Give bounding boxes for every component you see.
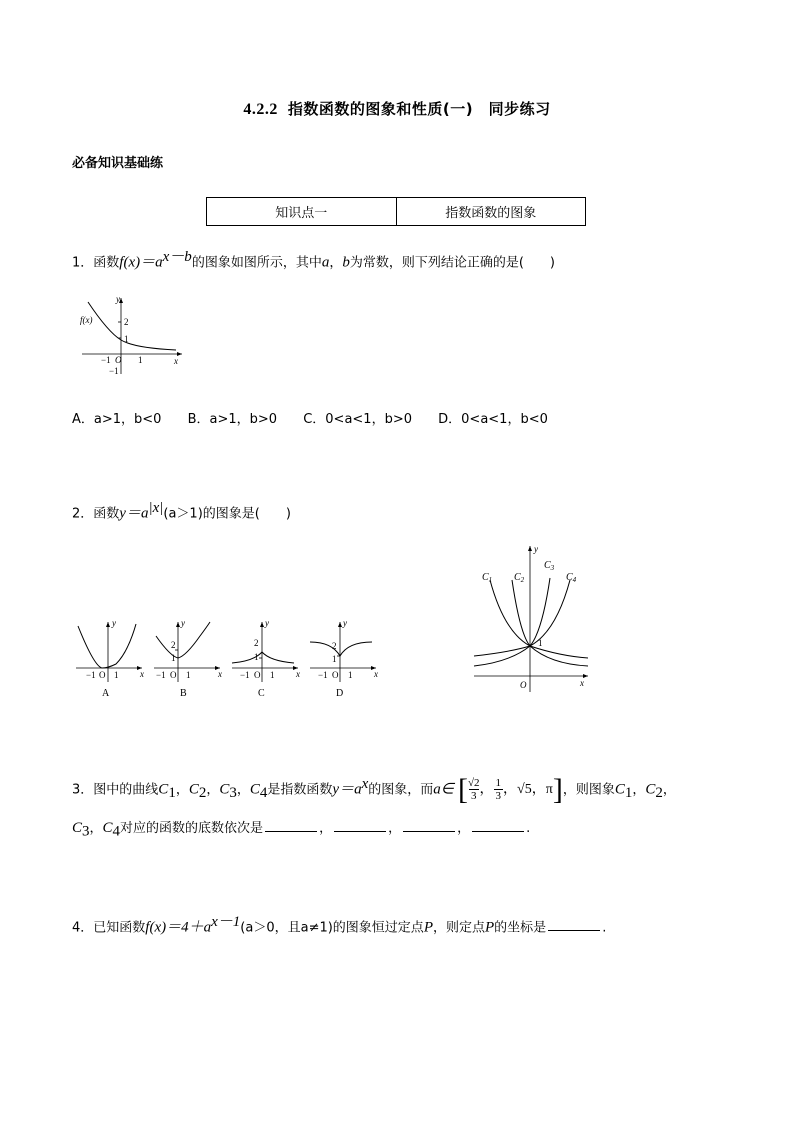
curve-c2 bbox=[512, 580, 588, 666]
q3-c3: C bbox=[219, 781, 230, 798]
q2-graph-a-label: A bbox=[102, 688, 110, 698]
q1-tick-neg1: −1 bbox=[101, 355, 111, 365]
title-text: 指数函数的图象和性质(一) 同步练习 bbox=[287, 100, 551, 118]
q3-blank-2[interactable] bbox=[334, 819, 386, 832]
big-c3-label: $C_3$ bbox=[544, 560, 555, 572]
q3-l2-s4: 4 bbox=[112, 823, 121, 840]
page-title bbox=[0, 98, 794, 119]
q1-tail: 为常数，则下列结论正确的是( ) bbox=[349, 255, 555, 271]
q1-post: 的图象如图所示，其中 bbox=[191, 255, 322, 271]
question-4 bbox=[72, 912, 606, 938]
q1-option-a[interactable]: A．a>1，b<0 bbox=[72, 412, 162, 427]
svg-text:1: 1 bbox=[186, 670, 191, 680]
q4-mid: ，则定点 bbox=[432, 920, 485, 936]
q1-option-c[interactable]: C．0<a<1，b>0 bbox=[303, 412, 412, 427]
q3-l2-s3: 3 bbox=[82, 823, 90, 840]
q3-l2-c4: C bbox=[102, 820, 113, 836]
q1-fx-label: f(x) bbox=[80, 315, 93, 325]
svg-text:x: x bbox=[374, 669, 378, 679]
q3-l2-sep: ， bbox=[89, 821, 103, 836]
q2-graph-b-label: B bbox=[180, 688, 187, 698]
question-3-line-2 bbox=[72, 818, 530, 842]
knowledge-point-topic: 指数函数的图象 bbox=[396, 198, 586, 225]
q4-pre: 已知函数 bbox=[93, 920, 146, 936]
svg-text:1: 1 bbox=[254, 652, 259, 662]
q3-post-sep1: ， bbox=[632, 782, 646, 798]
q1-x-label: x bbox=[174, 356, 178, 366]
svg-text:x: x bbox=[140, 669, 144, 679]
q1-b: b bbox=[342, 254, 350, 271]
q2-cond: (a＞1)的图象是( ) bbox=[163, 506, 291, 522]
q2-graph-d[interactable] bbox=[310, 618, 378, 698]
q1-origin: O bbox=[115, 355, 122, 365]
svg-text:O: O bbox=[99, 670, 106, 680]
q3-set: [ √2 3 ， $\frac{1}{3}$ ， √5 ， π ] bbox=[458, 772, 563, 806]
q2-graph-d-label: D bbox=[336, 688, 344, 698]
q3-post-s2: 2 bbox=[655, 784, 663, 801]
q4-p1: P bbox=[423, 919, 433, 936]
q3-index: 3． bbox=[72, 782, 94, 798]
q2-exponent: |x| bbox=[148, 500, 164, 516]
big-origin: O bbox=[520, 680, 527, 690]
q2-graph-a[interactable] bbox=[76, 618, 144, 698]
svg-text:1: 1 bbox=[171, 653, 176, 663]
q1-graph bbox=[78, 292, 188, 378]
q3-comma-1: ， bbox=[319, 821, 333, 836]
q4-fx: f(x)＝4＋a bbox=[145, 919, 212, 936]
q3-comma-2: ， bbox=[388, 821, 402, 836]
q3-l2-c3: C bbox=[72, 820, 83, 836]
q1-option-d[interactable]: D．0<a<1，b<0 bbox=[438, 412, 548, 427]
q3-post-sep2: ， bbox=[662, 782, 676, 798]
q1-index: 1． bbox=[72, 255, 94, 271]
svg-text:−1: −1 bbox=[240, 670, 250, 680]
q3-set-den: 3 bbox=[471, 790, 477, 803]
q3-line2-post: 对应的函数的底数依次是 bbox=[120, 821, 264, 836]
q3-s3: 3 bbox=[229, 784, 237, 801]
q2-graph-b[interactable] bbox=[154, 618, 222, 698]
big-one: 1 bbox=[538, 638, 543, 648]
q1-exponent: x－b bbox=[162, 249, 192, 265]
q3-comma-3: ， bbox=[457, 821, 471, 836]
q3-sep2: ， bbox=[206, 782, 220, 798]
q1-tick-2: 2 bbox=[124, 317, 129, 327]
big-c4-label: $C_4$ bbox=[566, 572, 577, 584]
q3-blank-1[interactable] bbox=[265, 819, 317, 832]
q4-exp: x－1 bbox=[211, 914, 241, 930]
svg-text:−1: −1 bbox=[156, 670, 166, 680]
q2-y: y bbox=[119, 505, 126, 522]
q4-blank[interactable] bbox=[548, 918, 600, 931]
q3-curves-graph bbox=[470, 542, 596, 694]
svg-text:1: 1 bbox=[348, 670, 353, 680]
q3-a-in: a∈ bbox=[433, 781, 454, 798]
svg-text:O: O bbox=[254, 670, 261, 680]
big-c1-label: $C_1$ bbox=[482, 572, 493, 584]
q1-tick-x1: 1 bbox=[138, 355, 143, 365]
q3-post-c2: C bbox=[645, 781, 656, 798]
q3-s2: 2 bbox=[198, 784, 207, 801]
curve-c4 bbox=[474, 580, 570, 656]
q4-cond: (a＞0，且a≠1)的图象恒过定点 bbox=[240, 920, 424, 936]
q1-eq: ＝a bbox=[140, 254, 163, 271]
q2-eq: ＝a bbox=[125, 505, 149, 522]
big-c2-label: $C_2$ bbox=[514, 572, 525, 584]
question-3-line-1 bbox=[72, 774, 676, 805]
q3-func: y＝a bbox=[332, 781, 362, 798]
svg-text:y: y bbox=[343, 618, 347, 628]
q3-s4: 4 bbox=[259, 784, 268, 801]
q3-c1: C bbox=[158, 781, 169, 798]
q3-func-exp: x bbox=[361, 776, 369, 792]
svg-text:2: 2 bbox=[254, 638, 259, 648]
q3-post-s1: 1 bbox=[624, 784, 633, 801]
q1-option-b[interactable]: B．a>1，b>0 bbox=[187, 412, 278, 427]
svg-text:−1: −1 bbox=[318, 670, 328, 680]
q2-graph-c-label: C bbox=[258, 688, 265, 698]
q2-pre: 函数 bbox=[93, 506, 120, 522]
svg-text:1: 1 bbox=[114, 670, 119, 680]
q3-line1-post: ，则图象 bbox=[562, 782, 615, 798]
q3-blank-4[interactable] bbox=[472, 819, 524, 832]
q1-pre: 函数 bbox=[93, 255, 120, 271]
q3-sep3: ， bbox=[236, 782, 250, 798]
q3-post-c1: C bbox=[614, 781, 625, 798]
q3-set-pi: π bbox=[545, 781, 553, 797]
big-y-label: y bbox=[534, 544, 538, 554]
svg-text:2: 2 bbox=[332, 641, 337, 651]
q1-curve bbox=[88, 302, 176, 350]
q3-period: . bbox=[526, 821, 531, 836]
svg-text:x: x bbox=[218, 669, 222, 679]
q1-tick-yneg1: −1 bbox=[109, 366, 119, 376]
q2-option-graphs bbox=[72, 616, 382, 698]
svg-text:1: 1 bbox=[270, 670, 275, 680]
q3-set-sqrt2: √2 bbox=[468, 777, 480, 790]
q4-p2: P bbox=[485, 919, 495, 936]
svg-text:O: O bbox=[170, 670, 177, 680]
question-1 bbox=[72, 247, 555, 273]
q4-index: 4． bbox=[72, 920, 94, 936]
q1-tick-1: 1 bbox=[124, 334, 129, 344]
section-heading: 必备知识基础练 bbox=[72, 156, 164, 171]
q3-mid2: 的图象，而 bbox=[368, 782, 434, 798]
q4-tail: 的坐标是 bbox=[494, 920, 547, 936]
q3-blank-3[interactable] bbox=[403, 819, 455, 832]
knowledge-point-label: 知识点一 bbox=[275, 206, 328, 221]
svg-text:2: 2 bbox=[171, 640, 176, 650]
q3-mid: 是指数函数 bbox=[267, 782, 333, 798]
q3-pre: 图中的曲线 bbox=[93, 782, 159, 798]
q2-index: 2． bbox=[72, 506, 94, 522]
q4-period: . bbox=[602, 920, 607, 936]
question-2 bbox=[72, 498, 291, 524]
q3-c2: C bbox=[188, 781, 199, 798]
knowledge-point-table bbox=[206, 197, 586, 226]
q3-set-third-num: 1 bbox=[495, 777, 502, 790]
svg-text:y: y bbox=[181, 618, 185, 628]
svg-text:y: y bbox=[265, 618, 269, 628]
title-number: 4.2.2 bbox=[243, 101, 278, 118]
svg-text:−1: −1 bbox=[86, 670, 96, 680]
q3-s1: 1 bbox=[168, 784, 176, 801]
q3-c4: C bbox=[249, 781, 260, 798]
q1-fx: f(x) bbox=[119, 254, 141, 271]
big-x-label: x bbox=[580, 678, 584, 688]
q3-set-third-den: 3 bbox=[495, 790, 502, 803]
svg-text:y: y bbox=[112, 618, 116, 628]
q1-options bbox=[72, 408, 570, 427]
q3-set-sqrt5: √5 bbox=[517, 781, 532, 797]
svg-text:x: x bbox=[296, 669, 300, 679]
q1-a: a bbox=[321, 254, 330, 271]
svg-text:O: O bbox=[332, 670, 339, 680]
q1-comma: ， bbox=[329, 255, 343, 271]
q2-graph-c[interactable] bbox=[232, 618, 300, 698]
q3-sep1: ， bbox=[175, 782, 189, 798]
q1-y-label: y bbox=[116, 294, 120, 304]
svg-text:1: 1 bbox=[332, 654, 337, 664]
